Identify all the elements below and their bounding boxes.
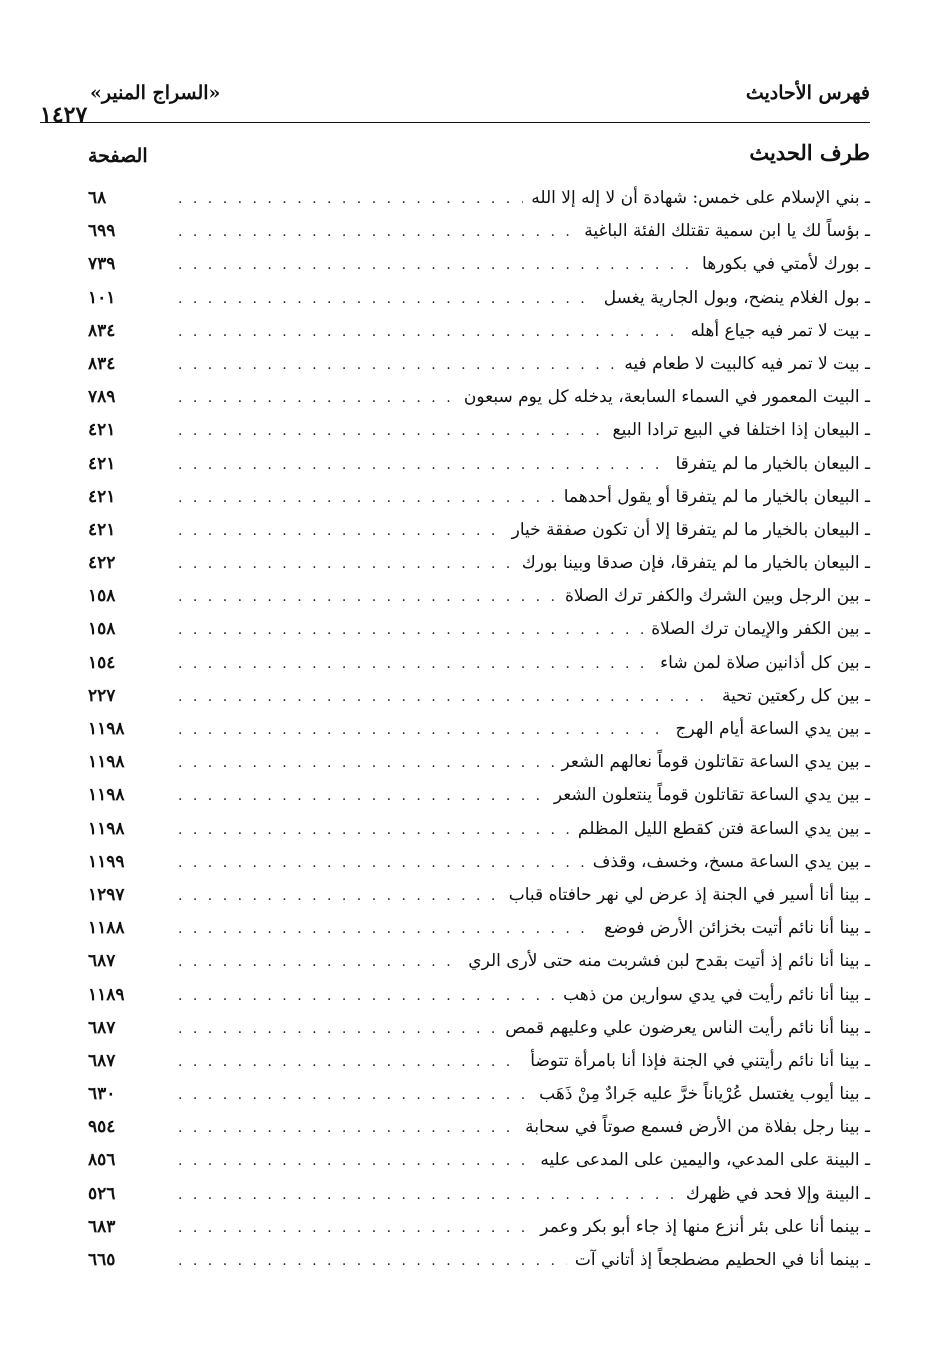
page-ref: ١٥٤ (88, 652, 116, 673)
index-entry (88, 215, 870, 248)
hadith-text: ـ بؤساً لك يا ابن سمية تقتلك الفئة الباغية (584, 221, 870, 242)
hadith-text: ـ البيعان بالخيار ما لم يتفرقا، فإن صدقا وبينا بورك (521, 553, 870, 574)
hadith-text: ـ بينا أنا أسير في الجنة إذ عرض لي نهر حافتاه قباب (508, 884, 870, 905)
index-entry (88, 1178, 870, 1211)
leader-dots (178, 847, 585, 880)
hadith-text: ـ بينا أيوب يغتسل عُرْياناً خرَّ عليه جَرادٌ مِنْ ذَهَب (539, 1084, 870, 1105)
leader-dots (178, 1112, 517, 1145)
page-ref: ٦٨ (88, 188, 107, 208)
index-entry (88, 779, 870, 812)
page-ref: ١١٩٨ (88, 785, 125, 806)
leader-dots (178, 747, 554, 780)
page-ref: ١١٨٩ (88, 984, 125, 1005)
leader-dots (178, 581, 557, 614)
index-entry (88, 1078, 870, 1111)
index-entry (88, 182, 870, 215)
leader-dots (178, 814, 570, 847)
index-entry (88, 713, 870, 746)
leader-dots (178, 1145, 532, 1178)
page-ref: ٩٥٤ (88, 1117, 116, 1138)
index-entry (88, 315, 870, 348)
page-ref: ٦٩٩ (88, 221, 116, 242)
index-entry (88, 282, 870, 315)
leader-dots (178, 1245, 567, 1278)
leader-dots (178, 216, 576, 249)
page-ref: ٨٣٤ (88, 353, 116, 374)
section-title: فهرس الأحاديث (745, 82, 870, 104)
index-entry (88, 680, 870, 713)
running-head (40, 82, 870, 128)
index-entry (88, 1045, 870, 1078)
header-rule (40, 122, 870, 123)
page-ref: ١٥٨ (88, 619, 116, 640)
hadith-text: ـ البيعان بالخيار ما لم يتفرقا (675, 453, 870, 474)
leader-dots (178, 283, 596, 316)
index-entry (88, 846, 870, 879)
page-ref: ٤٢١ (88, 453, 116, 474)
page-ref: ١١٩٩ (88, 851, 125, 872)
index-entry (88, 613, 870, 646)
index-entry (88, 448, 870, 481)
page-ref: ٢٢٧ (88, 685, 116, 706)
index-entry (88, 879, 870, 912)
hadith-text: ـ بين الرجل وبين الشرك والكفر ترك الصلاة (564, 586, 870, 607)
hadith-text: ـ بينا أنا نائم رأيت في يدي سوارين من ذهب (563, 984, 870, 1005)
hadith-text: ـ بينا أنا نائم رأيتني في الجنة فإذا أنا بامرأة تتوضأ (530, 1050, 870, 1071)
leader-dots (178, 714, 667, 747)
hadith-text: ـ البينة على المدعي، واليمين على المدعى عليه (540, 1150, 870, 1171)
index-entry (88, 1111, 870, 1144)
page-ref: ٤٢٢ (88, 553, 116, 574)
leader-dots (178, 482, 556, 515)
page-ref: ٤٢١ (88, 519, 116, 540)
hadith-text: ـ البيت المعمور في السماء السابعة، يدخله كل يوم سبعون (463, 387, 870, 408)
page-ref: ٦٨٣ (88, 1216, 116, 1237)
leader-dots (178, 1212, 532, 1245)
hadith-text: ـ بين يدي الساعة تقاتلون قوماً نعالهم الشعر (561, 752, 870, 773)
index-entry (88, 481, 870, 514)
hadith-text: ـ بيت لا تمر فيه كالبيت لا طعام فيه (624, 353, 870, 374)
leader-dots (178, 980, 555, 1013)
page-ref: ١١٩٨ (88, 719, 125, 739)
hadith-text: ـ البيعان بالخيار ما لم يتفرقا إلا أن تكون صفقة خيار (511, 519, 870, 540)
index-entry (88, 1012, 870, 1045)
hadith-text: ـ بينا أنا نائم أتيت بخزائن الأرض فوضع (604, 918, 870, 939)
index-entry (88, 381, 870, 414)
hadith-text: ـ بني الإسلام على خمس: شهادة أن لا إله إلا الله (531, 188, 870, 208)
page-ref: ١١٩٨ (88, 818, 125, 839)
page-ref: ١١٨٨ (88, 918, 125, 939)
leader-dots (178, 1079, 531, 1112)
hadith-text: ـ بينما أنا على بئر أنزع منها إذ جاء أبو بكر وعمر (540, 1216, 870, 1237)
page-ref: ٦٨٧ (88, 951, 116, 972)
leader-dots (178, 515, 504, 548)
index-entry (88, 912, 870, 945)
page-number: ١٤٢٧ (40, 102, 88, 128)
hadith-column-header: طرف الحديث (749, 140, 870, 165)
hadith-text: ـ البينة وإلا فحد في ظهرك (685, 1183, 870, 1204)
index-entry (88, 1244, 870, 1277)
page-ref: ٦٣٠ (88, 1084, 116, 1105)
hadith-index-list (88, 182, 870, 1277)
hadith-text: ـ بين الكفر والإيمان ترك الصلاة (651, 619, 870, 640)
leader-dots (178, 681, 714, 714)
hadith-text: ـ بينا أنا نائم إذ أتيت بقدح لبن فشربت منه حتى لأرى الري (468, 951, 870, 972)
index-entry (88, 945, 870, 978)
page-ref: ٨٥٦ (88, 1150, 116, 1171)
leader-dots (178, 382, 456, 415)
hadith-text: ـ بين يدي الساعة أيام الهرج (675, 719, 870, 739)
hadith-text: ـ بينا رجل بفلاة من الأرض فسمع صوتاً في سحابة (525, 1117, 870, 1138)
index-entry (88, 1144, 870, 1177)
page-ref: ٧٣٩ (88, 254, 116, 275)
index-entry (88, 580, 870, 613)
hadith-text: ـ بين يدي الساعة فتن كقطع الليل المظلم (577, 818, 870, 839)
book-title: «السراج المنير» (90, 82, 221, 104)
leader-dots (178, 1013, 497, 1046)
leader-dots (178, 449, 667, 482)
leader-dots (178, 648, 652, 681)
hadith-text: ـ بين يدي الساعة تقاتلون قوماً ينتعلون الشعر (553, 785, 870, 806)
leader-dots (178, 316, 683, 349)
leader-dots (178, 249, 694, 282)
index-entry (88, 746, 870, 779)
page-ref: ١٠١ (88, 287, 116, 308)
leader-dots (178, 913, 596, 946)
index-entry (88, 813, 870, 846)
page-ref: ٧٨٩ (88, 387, 116, 408)
leader-dots (178, 349, 616, 382)
page-ref: ١٥٨ (88, 586, 116, 607)
leader-dots (178, 183, 523, 216)
leader-dots (178, 946, 460, 979)
leader-dots (178, 548, 514, 581)
hadith-text: ـ بيت لا تمر فيه جياع أهله (690, 320, 870, 341)
leader-dots (178, 614, 643, 647)
index-entry (88, 1211, 870, 1244)
hadith-text: ـ بينما أنا في الحطيم مضطجعاً إذ أتاني آت (574, 1250, 870, 1270)
page-ref: ٥٢٦ (88, 1183, 116, 1204)
leader-dots (178, 780, 546, 813)
leader-dots (178, 1179, 678, 1212)
leader-dots (178, 415, 605, 448)
hadith-text: ـ بورك لأمتي في بكورها (702, 254, 870, 275)
leader-dots (178, 1046, 522, 1079)
page-ref: ٤٢١ (88, 486, 116, 507)
hadith-text: ـ بول الغلام ينضح، وبول الجارية يغسل (603, 287, 870, 308)
hadith-text: ـ بينا أنا نائم رأيت الناس يعرضون علي وعليهم قمص (505, 1017, 870, 1038)
page-ref: ٨٣٤ (88, 320, 116, 341)
index-entry (88, 979, 870, 1012)
hadith-text: ـ بين كل أذانين صلاة لمن شاء (660, 652, 870, 673)
index-entry (88, 414, 870, 447)
index-entry (88, 647, 870, 680)
index-entry (88, 348, 870, 381)
leader-dots (178, 880, 501, 913)
index-entry (88, 248, 870, 281)
page-ref: ٦٨٧ (88, 1017, 116, 1038)
page-column-header: الصفحة (88, 145, 148, 167)
index-entry (88, 514, 870, 547)
hadith-text: ـ البيعان إذا اختلفا في البيع ترادا البيع (612, 420, 870, 441)
page-ref: ١١٩٨ (88, 752, 125, 773)
page-ref: ٦٦٥ (88, 1250, 116, 1270)
page-ref: ٦٨٧ (88, 1050, 116, 1071)
page-ref: ٤٢١ (88, 420, 116, 441)
index-entry (88, 547, 870, 580)
hadith-text: ـ بين كل ركعتين تحية (721, 685, 870, 706)
hadith-text: ـ بين يدي الساعة مسخ، وخسف، وقذف (592, 851, 870, 872)
hadith-text: ـ البيعان بالخيار ما لم يتفرقا أو يقول أحدهما (563, 486, 870, 507)
page-ref: ١٢٩٧ (88, 884, 125, 905)
